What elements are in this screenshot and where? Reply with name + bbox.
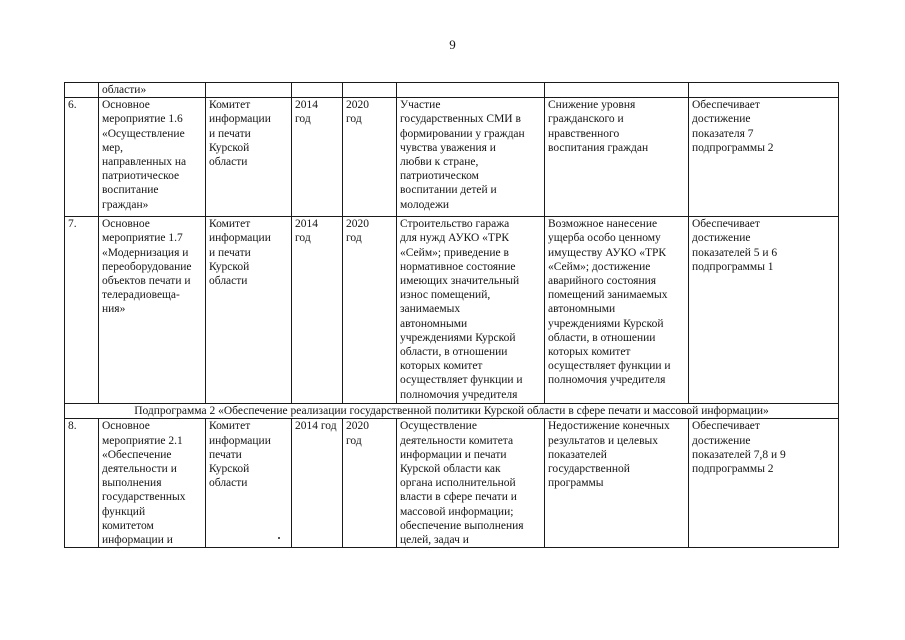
cell-end-year: 2020 год bbox=[343, 419, 397, 548]
table-row-continuation bbox=[65, 83, 839, 98]
cell-indicator-link: Обеспечивает достижение показателей 7,8 и 9 подпрограммы 2 bbox=[689, 419, 839, 548]
cell-expected-result: Осуществление деятельности комитета информации и печати Курской области как органа исполнительной власти в сфере печати и массовой информации; обеспечение выполнения целей, задач и bbox=[397, 419, 545, 548]
table-row bbox=[65, 217, 839, 404]
cell-executor: Комитет информации печати Курской области bbox=[206, 419, 292, 548]
cell-measure-name: Основное мероприятие 1.6 «Осуществление мер, направленных на патриотическое воспитание граждан» bbox=[99, 98, 206, 217]
cell-start-year: 2014 год bbox=[292, 217, 343, 404]
subprogram-header-row bbox=[65, 404, 839, 419]
cell-executor: Комитет информации и печати Курской области bbox=[206, 98, 292, 217]
cell-consequences bbox=[545, 83, 689, 98]
subprogram-title: Подпрограмма 2 «Обеспечение реализации государственной политики Курской области в сфере печати и массовой информации» bbox=[65, 404, 839, 419]
program-measures-table bbox=[64, 82, 839, 548]
cell-num: 8. bbox=[65, 419, 99, 548]
cell-start-year: 2014 год bbox=[292, 419, 343, 548]
cell-end-year: 2020 год bbox=[343, 217, 397, 404]
cell-indicator-link: Обеспечивает достижение показателей 5 и 6 подпрограммы 1 bbox=[689, 217, 839, 404]
cell-end-year: 2020 год bbox=[343, 98, 397, 217]
cell-measure-name: Основное мероприятие 1.7 «Модернизация и переоборудование объектов печати и телерадиовеща- ния» bbox=[99, 217, 206, 404]
table-row bbox=[65, 98, 839, 217]
cell-executor: Комитет информации и печати Курской области bbox=[206, 217, 292, 404]
cell-expected-result: Строительство гаража для нужд АУКО «ТРК «Сейм»; приведение в нормативное состояние имеющих значительный износ помещений, занимаемых автономными учреждениями Курской области, в отношении которых комитет осуществляет функции и полномочия учредителя bbox=[397, 217, 545, 404]
cell-num: 6. bbox=[65, 98, 99, 217]
cell-indicator-link bbox=[689, 83, 839, 98]
cell-expected-result: Участие государственных СМИ в формировании у граждан чувства уважения и любви к стране, патриотическом воспитании детей и молодежи bbox=[397, 98, 545, 217]
cell-start-year bbox=[292, 83, 343, 98]
cell-indicator-link: Обеспечивает достижение показателя 7 подпрограммы 2 bbox=[689, 98, 839, 217]
cell-start-year: 2014 год bbox=[292, 98, 343, 217]
cell-measure-name: Основное мероприятие 2.1 «Обеспечение деятельности и выполнения государственных функций комитетом информации и bbox=[99, 419, 206, 548]
scan-speck bbox=[278, 537, 280, 539]
cell-expected-result bbox=[397, 83, 545, 98]
cell-consequences: Снижение уровня гражданского и нравственного воспитания граждан bbox=[545, 98, 689, 217]
cell-consequences: Недостижение конечных результатов и целевых показателей государственной программы bbox=[545, 419, 689, 548]
cell-end-year bbox=[343, 83, 397, 98]
cell-consequences: Возможное нанесение ущерба особо ценному имуществу АУКО «ТРК «Сейм»; достижение аварийного состояния помещений занимаемых автономными учреждениями Курской области, в отношении которых комитет осуществляет функции и полномочия учредителя bbox=[545, 217, 689, 404]
cell-num bbox=[65, 83, 99, 98]
cell-executor bbox=[206, 83, 292, 98]
cell-measure-name: области» bbox=[99, 83, 206, 98]
cell-num: 7. bbox=[65, 217, 99, 404]
page-number: 9 bbox=[449, 37, 456, 52]
table-row bbox=[65, 419, 839, 548]
